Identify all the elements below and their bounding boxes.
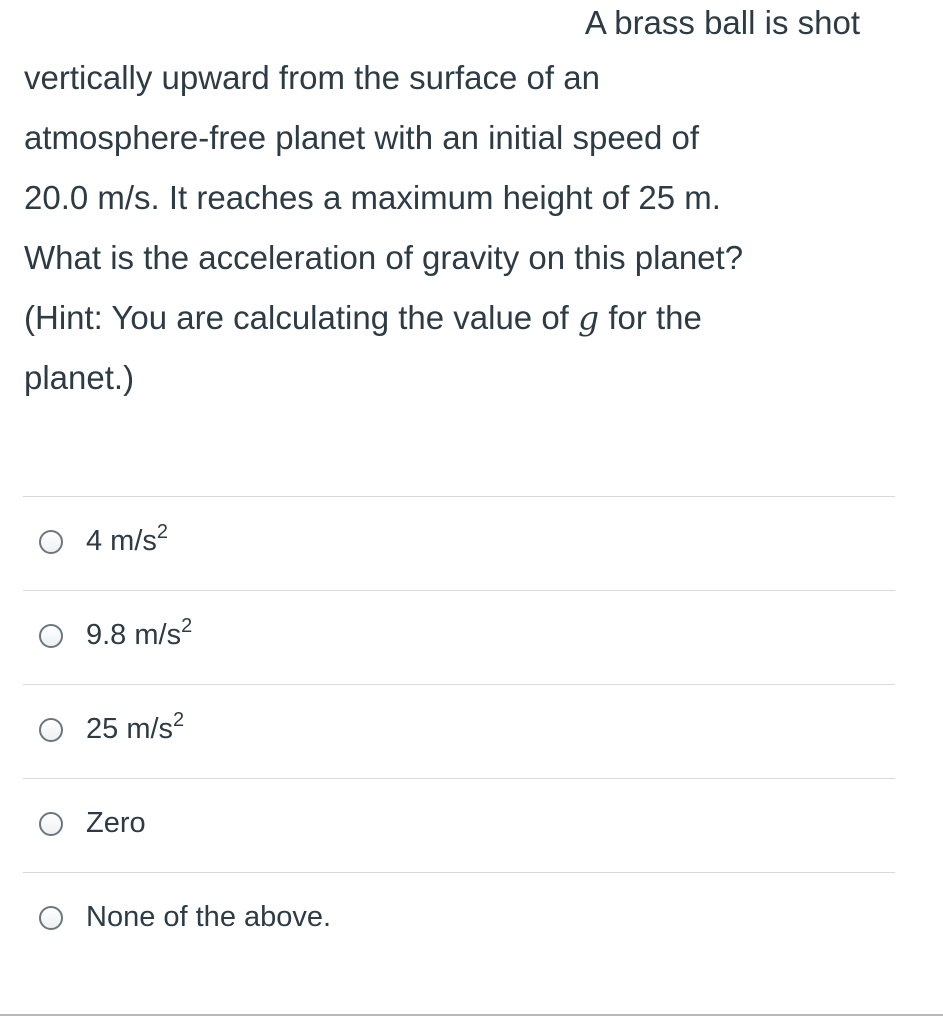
radio-button[interactable] (39, 530, 63, 554)
answer-option-3[interactable] (23, 684, 895, 778)
answer-label[interactable] (86, 803, 146, 843)
answer-list (23, 496, 895, 966)
answer-label[interactable] (86, 615, 192, 655)
question-line-1: A brass ball is shot (584, 4, 860, 41)
answer-text: 4 m/s (86, 525, 157, 557)
answer-text: 9.8 m/s (86, 619, 182, 651)
question-line-5: What is the acceleration of gravity on this planet? (24, 239, 744, 276)
exponent: 2 (173, 709, 185, 731)
hint-text-before: (Hint: You are calculating the value of (24, 299, 579, 336)
answer-option-2[interactable] (23, 590, 895, 684)
answer-label[interactable] (86, 897, 331, 937)
answer-option-5[interactable] (23, 872, 895, 966)
question-line-last: planet.) (24, 359, 135, 396)
radio-button[interactable] (39, 718, 63, 742)
question-line-4: 20.0 m/s. It reaches a maximum height of 25 m. (24, 179, 721, 216)
radio-button[interactable] (39, 812, 63, 836)
hint-variable: g (578, 298, 600, 337)
answer-option-4[interactable] (23, 778, 895, 872)
question-text (24, 0, 904, 408)
answer-text: 25 m/s (86, 713, 174, 745)
answer-option-1[interactable] (23, 496, 895, 590)
question-line-3: atmosphere-free planet with an initial speed of (24, 119, 700, 156)
exponent: 2 (156, 521, 169, 543)
hint-text-after: for the (599, 299, 702, 336)
answer-text: Zero (86, 807, 146, 839)
answer-label[interactable] (86, 521, 168, 561)
answer-label[interactable] (86, 709, 184, 749)
answer-text: None of the above. (86, 901, 332, 933)
radio-button[interactable] (39, 906, 63, 930)
question-line-2: vertically upward from the surface of an (24, 59, 600, 96)
exponent: 2 (181, 615, 193, 637)
question-hint-line (24, 288, 904, 348)
radio-button[interactable] (39, 624, 63, 648)
bottom-divider (0, 1014, 943, 1016)
